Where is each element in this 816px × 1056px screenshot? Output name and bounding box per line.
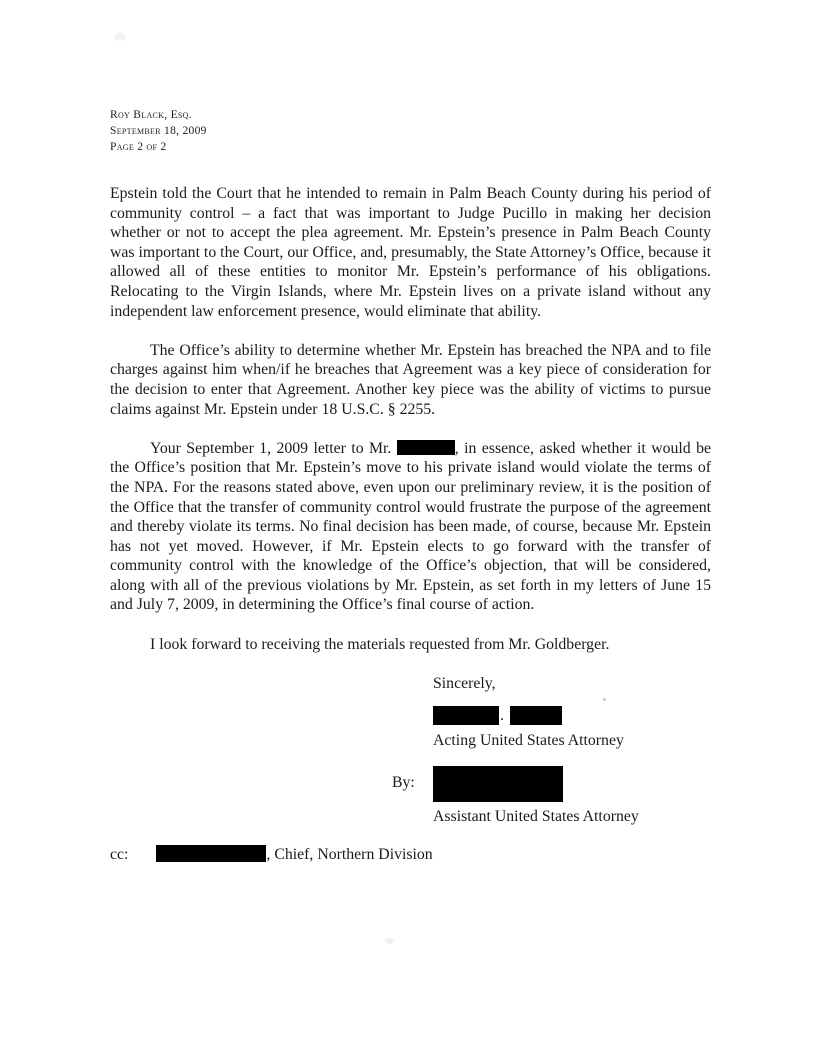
paragraph-3-text-after: , in essence, asked whether it would be the Office’s position that Mr. Epstein’s move to his private island would violate the terms of the NPA. For the reasons stated above, even upon our preliminary review, it is the position of the Office that the transfer of community control would frustrate the purpose of the agreement and thereby violate its terms. No final decision has been made, of course, because Mr. Epstein has not yet moved. However, if Mr. Epstein elects to go forward with the transfer of community control with the knowledge of the Office’s objection, that will be considered, along with all of the previous violations by Mr. Epstein, as set forth in my letters of June 15 and July 7, 2009, in determining the Office’s final course of action. bbox=[110, 439, 711, 614]
cc-label: cc: bbox=[110, 845, 129, 863]
header-recipient: Roy Black, Esq. bbox=[110, 109, 192, 121]
redaction-signature bbox=[433, 766, 563, 802]
cc-line bbox=[110, 845, 711, 865]
paragraph-3 bbox=[110, 439, 711, 615]
redaction-signer-last-name bbox=[510, 706, 562, 725]
by-label: By: bbox=[392, 774, 415, 792]
signature-block bbox=[392, 674, 711, 827]
cc-text: , Chief, Northern Division bbox=[266, 845, 433, 863]
scan-artifact bbox=[385, 938, 394, 944]
letter-header bbox=[110, 107, 207, 155]
letter-body bbox=[110, 184, 711, 864]
signer-title: Acting United States Attorney bbox=[433, 732, 624, 750]
paragraph-1: Epstein told the Court that he intended to remain in Palm Beach County during his period of community control – a fact that was important to Judge Pucillo in making her decision whether or not to accept the plea agreement. Mr. Epstein’s presence in Palm Beach County was important to the Court, our Office, and, presumably, the State Attorney’s Office, because it allowed all of these entities to monitor Mr. Epstein’s performance of his obligations. Relocating to the Virgin Islands, where Mr. Epstein lives on a private island without any independent law enforcement presence, would eliminate that ability. bbox=[110, 185, 711, 320]
header-page-number: Page 2 of 2 bbox=[110, 141, 167, 153]
paragraph-4: I look forward to receiving the materials requested from Mr. Goldberger. bbox=[150, 635, 610, 653]
by-line bbox=[392, 766, 711, 802]
paragraph-2: The Office’s ability to determine whether Mr. Epstein has breached the NPA and to file charges against him when/if he breaches that Agreement was a key piece of consideration for the decision to enter that Agreement. Another key piece was the ability of victims to pursue claims against Mr. Epstein under 18 U.S.C. § 2255. bbox=[110, 341, 711, 418]
assistant-title: Assistant United States Attorney bbox=[433, 808, 639, 826]
closing-salutation: Sincerely, bbox=[433, 674, 496, 692]
signer-name-separator: . bbox=[500, 707, 504, 725]
header-date: September 18, 2009 bbox=[110, 125, 207, 137]
paragraph-3-text-before: Your September 1, 2009 letter to Mr. bbox=[150, 439, 397, 457]
redaction-recipient-name bbox=[397, 440, 455, 455]
redaction-signer-first-name bbox=[433, 706, 499, 725]
signer-name-line bbox=[433, 706, 711, 726]
scan-artifact bbox=[114, 33, 126, 41]
redaction-cc-name bbox=[156, 845, 266, 862]
